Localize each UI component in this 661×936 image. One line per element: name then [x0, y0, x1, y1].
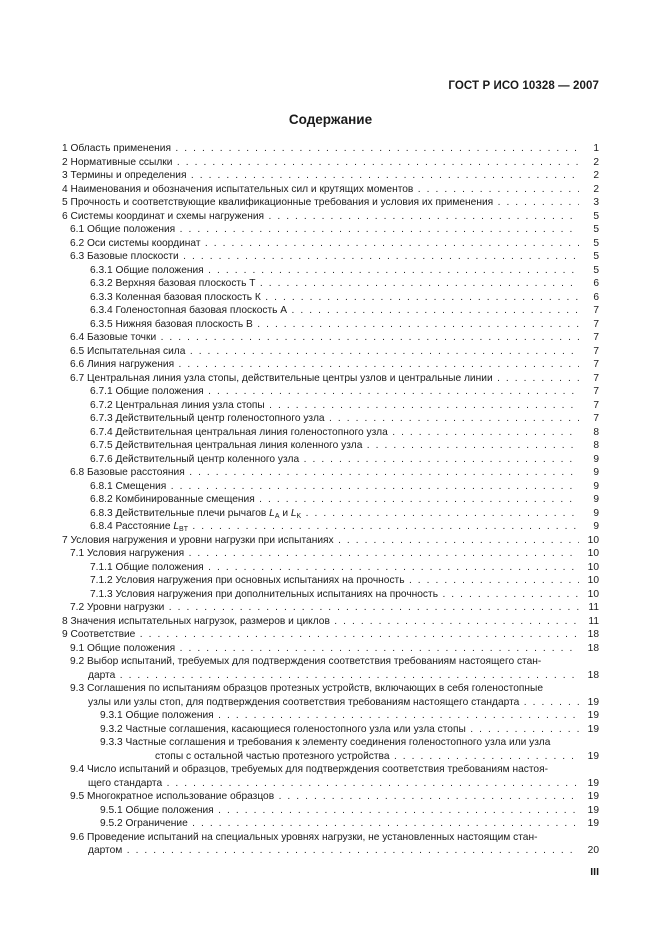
- toc-entry-page: 3: [579, 196, 599, 210]
- toc-entry-title: 6.8.4 Расстояние $L_{BT}$ . . .: [90, 520, 579, 534]
- toc-entry[interactable]: [62, 615, 599, 629]
- toc-entry[interactable]: [62, 655, 599, 682]
- toc-entry-page: 20: [579, 844, 599, 858]
- toc-entry-title: 6.7.3 Действительный центр голеностопного узла . . .: [90, 412, 579, 426]
- toc-entry[interactable]: [62, 385, 599, 399]
- toc-entry-title: 6.8 Базовые расстояния . . .: [70, 466, 579, 480]
- toc-entry[interactable]: [62, 223, 599, 237]
- toc-entry-title: 6.3 Базовые плоскости . . .: [70, 250, 579, 264]
- toc-entry[interactable]: [62, 291, 599, 305]
- toc-entry-title-continued: узлы или узлы стоп, для подтверждения соответствия требованиям настоящего стандарта . . .: [70, 696, 579, 710]
- toc-entry-title: 6.7.4 Действительная центральная линия голеностопного узла . . .: [90, 426, 579, 440]
- toc-entry-title: 6.6 Линия нагружения . . .: [70, 358, 579, 372]
- toc-entry-title: 7.1.1 Общие положения . . .: [90, 561, 579, 575]
- toc-entry-title: 9.4 Число испытаний и образцов, требуемых для подтверждения соответствия требованиям настоя-: [70, 764, 548, 775]
- toc-entry-title: 5 Прочность и соответствующие квалификационные требования и условия их применения . . .: [62, 196, 579, 210]
- toc-entry-page: 19: [579, 804, 599, 818]
- toc-entry[interactable]: [62, 709, 599, 723]
- toc-entry-title-continued: дартом . . .: [70, 844, 579, 858]
- toc-entry-title: 9.5 Многократное использование образцов . . .: [70, 790, 579, 804]
- toc-entry-title: 6.3.5 Нижняя базовая плоскость В . . .: [90, 318, 579, 332]
- toc-entry-title: 9.3.1 Общие положения . . .: [100, 709, 579, 723]
- toc-entry-page: 9: [579, 466, 599, 480]
- toc-entry[interactable]: [62, 250, 599, 264]
- toc-entry[interactable]: [62, 507, 599, 521]
- toc-entry-page: 10: [579, 561, 599, 575]
- toc-entry-title: 6 Системы координат и схемы нагружения . . .: [62, 210, 579, 224]
- toc-entry[interactable]: [62, 588, 599, 602]
- toc-entry-title: 8 Значения испытательных нагрузок, размеров и циклов . . .: [62, 615, 579, 629]
- toc-entry-title: 4 Наименования и обозначения испытательных сил и крутящих моментов . . .: [62, 183, 579, 197]
- toc-entry-page: 19: [579, 709, 599, 723]
- toc-entry-page: 8: [579, 439, 599, 453]
- toc-entry[interactable]: [62, 196, 599, 210]
- toc-entry-page: 5: [579, 223, 599, 237]
- toc-entry-page: 11: [579, 601, 599, 615]
- toc-entry[interactable]: [62, 736, 599, 763]
- toc-entry-page: 10: [579, 534, 599, 548]
- toc-entry-title: 9.6 Проведение испытаний на специальных уровнях нагрузки, не установленных настоящим стан-: [70, 831, 538, 843]
- document-code: ГОСТ Р ИСО 10328 — 2007: [448, 80, 599, 92]
- toc-entry-page: 19: [579, 790, 599, 804]
- toc-entry[interactable]: [62, 237, 599, 251]
- toc-entry-page: 5: [579, 264, 599, 278]
- toc-entry-title: 6.7.2 Центральная линия узла стопы . . .: [90, 399, 579, 413]
- toc-entry-page: 5: [579, 210, 599, 224]
- toc-entry-page: 7: [579, 385, 599, 399]
- table-of-contents: [62, 142, 599, 858]
- toc-entry[interactable]: [62, 358, 599, 372]
- toc-entry-title: 1 Область применения . . .: [62, 142, 579, 156]
- toc-entry-title: 6.3.1 Общие положения . . .: [90, 264, 579, 278]
- toc-entry[interactable]: [62, 601, 599, 615]
- toc-entry[interactable]: [62, 534, 599, 548]
- toc-entry-title: 6.3.4 Голеностопная базовая плоскость А . . .: [90, 304, 579, 318]
- toc-entry-page: 7: [579, 331, 599, 345]
- toc-entry[interactable]: [62, 453, 599, 467]
- page-title: Содержание: [288, 112, 373, 127]
- toc-entry-title: 6.8.1 Смещения . . .: [90, 480, 579, 494]
- toc-entry[interactable]: [62, 817, 599, 831]
- toc-entry-page: 7: [579, 412, 599, 426]
- toc-entry-title: 9.5.2 Ограничение . . .: [100, 817, 579, 831]
- toc-entry-title: 9.2 Выбор испытаний, требуемых для подтверждения соответствия требованиям настоящего стан-: [70, 656, 542, 667]
- toc-entry[interactable]: [62, 642, 599, 656]
- toc-entry-title: 9.1 Общие положения . . .: [70, 642, 579, 656]
- toc-entry-title: 6.5 Испытательная сила . . .: [70, 345, 579, 359]
- toc-entry[interactable]: [62, 480, 599, 494]
- toc-entry-page: 19: [579, 696, 599, 710]
- toc-entry[interactable]: [62, 520, 599, 534]
- toc-entry-title: 6.7.1 Общие положения . . .: [90, 385, 579, 399]
- toc-entry[interactable]: [62, 682, 599, 709]
- toc-entry-title: 2 Нормативные ссылки . . .: [62, 156, 579, 170]
- toc-entry[interactable]: [62, 331, 599, 345]
- toc-entry[interactable]: [62, 426, 599, 440]
- toc-entry-page: 7: [579, 345, 599, 359]
- toc-entry[interactable]: [62, 493, 599, 507]
- toc-entry[interactable]: [62, 304, 599, 318]
- toc-entry[interactable]: [62, 574, 599, 588]
- toc-entry[interactable]: [62, 790, 599, 804]
- toc-entry[interactable]: [62, 264, 599, 278]
- toc-entry-page: 10: [579, 574, 599, 588]
- toc-entry-title-continued: дарта . . .: [70, 669, 579, 683]
- toc-entry[interactable]: [62, 142, 599, 156]
- toc-entry-title: 6.8.2 Комбинированные смещения . . .: [90, 493, 579, 507]
- toc-entry-page: 7: [579, 399, 599, 413]
- toc-entry[interactable]: [62, 210, 599, 224]
- toc-entry-title: 7 Условия нагружения и уровни нагрузки при испытаниях . . .: [62, 534, 579, 548]
- toc-entry-title: 6.1 Общие положения . . .: [70, 223, 579, 237]
- toc-entry[interactable]: [62, 318, 599, 332]
- toc-entry[interactable]: [62, 723, 599, 737]
- toc-entry-page: 9: [579, 493, 599, 507]
- toc-entry-title: 9 Соответствие . . .: [62, 628, 579, 642]
- toc-entry-page: 9: [579, 520, 599, 534]
- toc-entry-page: 8: [579, 426, 599, 440]
- toc-entry-title: 9.3 Соглашения по испытаниям образцов протезных устройств, включающих в себя голеностопные: [70, 683, 543, 694]
- toc-entry[interactable]: [62, 183, 599, 197]
- toc-entry-title: 6.7.6 Действительный центр коленного узла . . .: [90, 453, 579, 467]
- toc-entry-page: 10: [579, 547, 599, 561]
- toc-entry-page: 19: [579, 817, 599, 831]
- toc-entry-page: 2: [579, 169, 599, 183]
- toc-entry-page: 2: [579, 156, 599, 170]
- toc-entry-title: 9.3.2 Частные соглашения, касающиеся голеностопного узла или узла стопы . . .: [100, 723, 579, 737]
- toc-entry-title-continued: щего стандарта . . .: [70, 777, 579, 791]
- toc-entry-title: 7.1.2 Условия нагружения при основных испытаниях на прочность . . .: [90, 574, 579, 588]
- toc-entry[interactable]: [62, 628, 599, 642]
- toc-entry[interactable]: [62, 372, 599, 386]
- toc-entry[interactable]: [62, 804, 599, 818]
- toc-entry-page: 9: [579, 507, 599, 521]
- toc-entry-title: 7.2 Уровни нагрузки . . .: [70, 601, 579, 615]
- toc-entry[interactable]: [62, 156, 599, 170]
- toc-entry-page: 11: [579, 615, 599, 629]
- toc-entry-title-continued: стопы с остальной частью протезного устройства . . .: [100, 750, 579, 764]
- toc-entry-title: 6.7 Центральная линия узла стопы, действительные центры узлов и центральные линии . . .: [70, 372, 579, 386]
- toc-entry-page: 6: [579, 277, 599, 291]
- toc-entry-title: 7.1 Условия нагружения . . .: [70, 547, 579, 561]
- toc-entry-page: 5: [579, 250, 599, 264]
- toc-entry-page: 6: [579, 291, 599, 305]
- toc-entry-page: 1: [579, 142, 599, 156]
- toc-entry-title: 3 Термины и определения . . .: [62, 169, 579, 183]
- toc-entry[interactable]: [62, 345, 599, 359]
- toc-entry-page: 18: [579, 628, 599, 642]
- toc-entry-title: 6.7.5 Действительная центральная линия коленного узла . . .: [90, 439, 579, 453]
- toc-entry[interactable]: [62, 169, 599, 183]
- toc-entry[interactable]: [62, 561, 599, 575]
- toc-entry-title: 6.3.2 Верхняя базовая плоскость Т . . .: [90, 277, 579, 291]
- toc-entry-page: 9: [579, 453, 599, 467]
- toc-entry[interactable]: [62, 831, 599, 858]
- toc-entry-title: 6.2 Оси системы координат . . .: [70, 237, 579, 251]
- toc-entry-page: 19: [579, 777, 599, 791]
- page-number: III: [590, 866, 599, 878]
- toc-entry-page: 7: [579, 372, 599, 386]
- toc-entry[interactable]: [62, 399, 599, 413]
- toc-entry-page: 10: [579, 588, 599, 602]
- toc-entry[interactable]: [62, 547, 599, 561]
- toc-entry-page: 19: [579, 750, 599, 764]
- toc-entry[interactable]: [62, 439, 599, 453]
- toc-entry-page: 5: [579, 237, 599, 251]
- toc-entry-page: 18: [579, 642, 599, 656]
- toc-entry-page: 7: [579, 304, 599, 318]
- toc-entry-page: 9: [579, 480, 599, 494]
- toc-entry-page: 18: [579, 669, 599, 683]
- toc-entry-title: 6.4 Базовые точки . . .: [70, 331, 579, 345]
- toc-entry[interactable]: [62, 763, 599, 790]
- toc-entry-title: 7.1.3 Условия нагружения при дополнительных испытаниях на прочность . . .: [90, 588, 579, 602]
- toc-entry-title: 9.5.1 Общие положения . . .: [100, 804, 579, 818]
- toc-entry-title: 6.8.3 Действительные плечи рычагов $L_A$ и $L_K$ . . .: [90, 507, 579, 521]
- toc-entry[interactable]: [62, 277, 599, 291]
- toc-entry-page: 2: [579, 183, 599, 197]
- toc-entry[interactable]: [62, 412, 599, 426]
- toc-entry-page: 7: [579, 318, 599, 332]
- toc-entry-page: 19: [579, 723, 599, 737]
- toc-entry-title: 6.3.3 Коленная базовая плоскость К . . .: [90, 291, 579, 305]
- toc-entry-page: 7: [579, 358, 599, 372]
- toc-entry[interactable]: [62, 466, 599, 480]
- toc-entry-title: 9.3.3 Частные соглашения и требования к элементу соединения голеностопного узла или узла: [100, 737, 551, 748]
